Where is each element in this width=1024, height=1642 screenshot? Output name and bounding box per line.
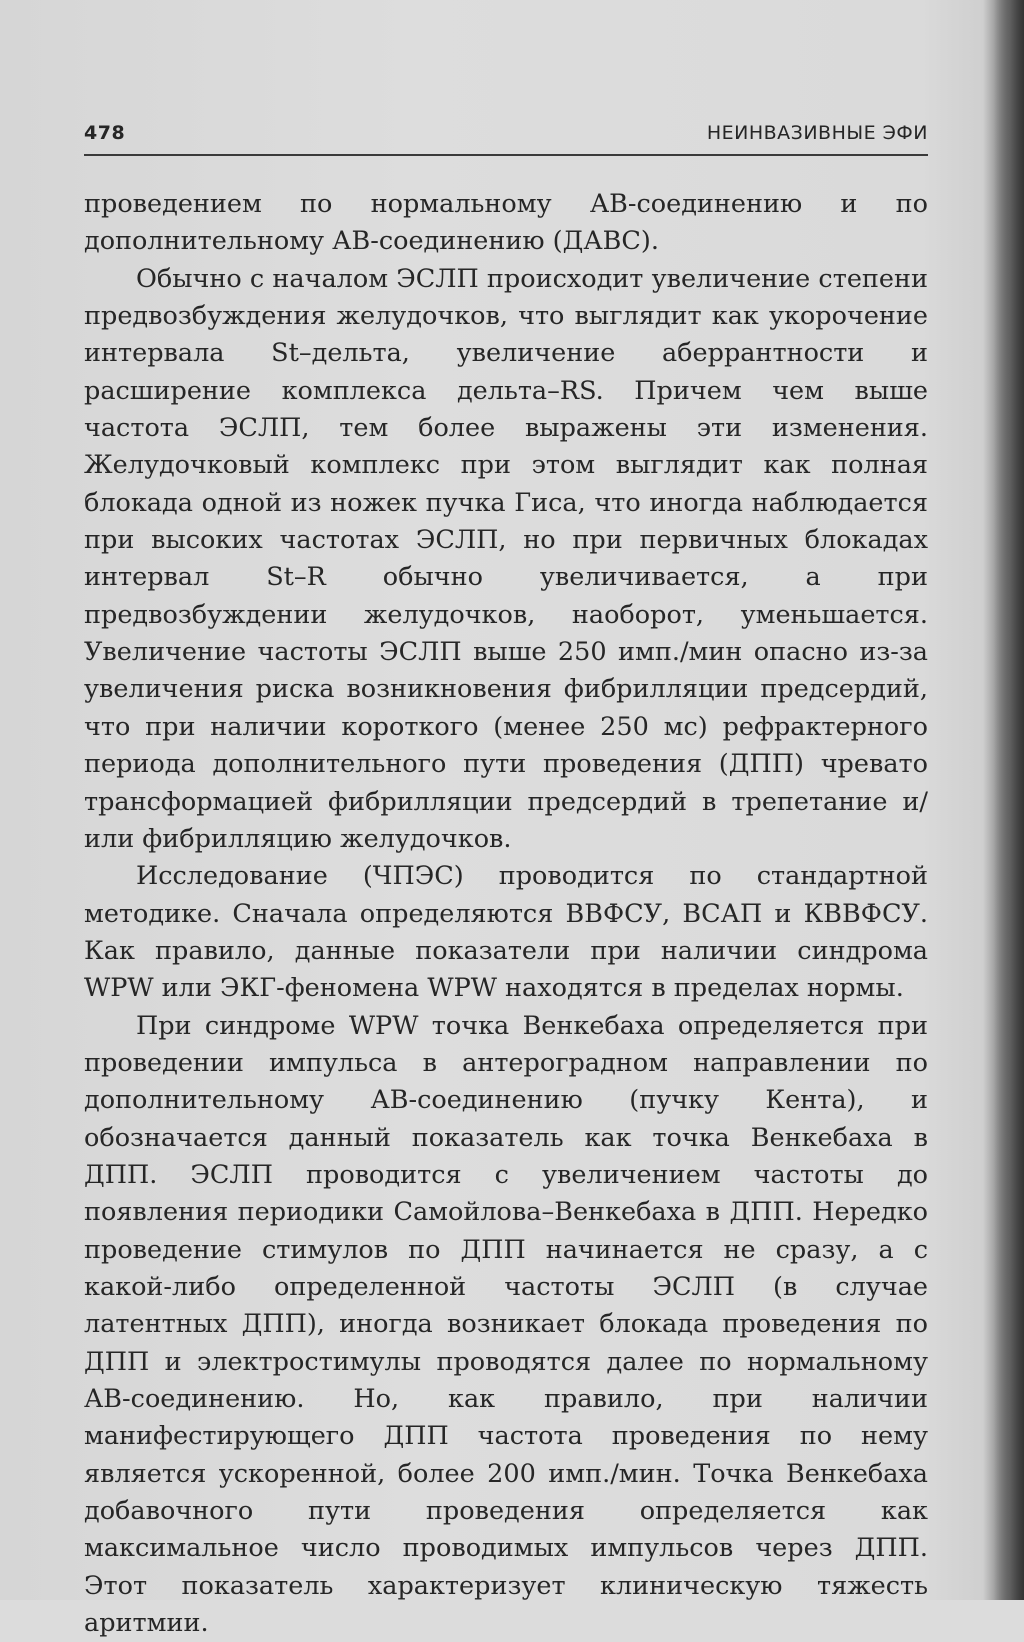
paragraph: Обычно с началом ЭСЛП происходит увеличение степени предвозбуждения желудочков, что выглядит как укорочение интервала St–дельта, увеличение аберрантности и расширение комплекса дельта–RS. Причем чем выше частота ЭСЛП, тем более выражены эти изменения. Желудочковый комплекс при этом выглядит как полная блокада одной из ножек пучка Гиса, что иногда наблюдается при высоких частотах ЭСЛП, но при первичных блокадах интервал St–R обычно увеличивается, а при предвозбуждении желудочков, наоборот, уменьшается. Увеличение частоты ЭСЛП выше 250 имп./мин опасно из-за увеличения риска возникновения фибрилляции предсердий, что при наличии короткого (менее 250 мс) рефрактерного периода дополнительного пути проведения (ДПП) чревато трансформацией фибрилляции предсердий в трепетание и/или фибрилляцию желудочков. bbox=[84, 263, 928, 854]
page-number: 478 bbox=[84, 122, 126, 144]
paragraph: Исследование (ЧПЭС) проводится по стандартной методике. Сначала определяются ВВФСУ, ВСАП и КВВФСУ. Как правило, данные показатели при наличии синдрома WPW или ЭКГ-феномена WPW находятся в пределах нормы. bbox=[84, 861, 928, 1004]
book-spine-shadow bbox=[994, 0, 1024, 1600]
page-header bbox=[84, 120, 928, 156]
body-text bbox=[84, 186, 928, 1642]
running-head: НЕИНВАЗИВНЫЕ ЭФИ bbox=[706, 122, 928, 144]
paragraph: При синдроме WPW точка Венкебаха определяется при проведении импульса в антероградном направлении по дополнительному АВ-соединению (пучку Кента), и обозначается данный показатель как точка Венкебаха в ДПП. ЭСЛП проводится с увеличением частоты до появления периодики Самойлова–Венкебаха в ДПП. Нередко проведение стимулов по ДПП начинается не сразу, а с какой-либо определенной частоты ЭСЛП (в случае латентных ДПП), иногда возникает блокада проведения по ДПП и электростимулы проводятся далее по нормальному АВ-соединению. Но, как правило, при наличии манифестирующего ДПП частота проведения по нему является ускоренной, более 200 имп./мин. Точка Венкебаха добавочного пути проведения определяется как максимальное число проводимых импульсов через ДПП. Этот показатель характеризует клиническую тяжесть аритмии. bbox=[84, 1010, 928, 1639]
paragraph-continuation: проведением по нормальному АВ-соединению и по дополнительному АВ-соединению (ДАВС). bbox=[84, 189, 928, 257]
